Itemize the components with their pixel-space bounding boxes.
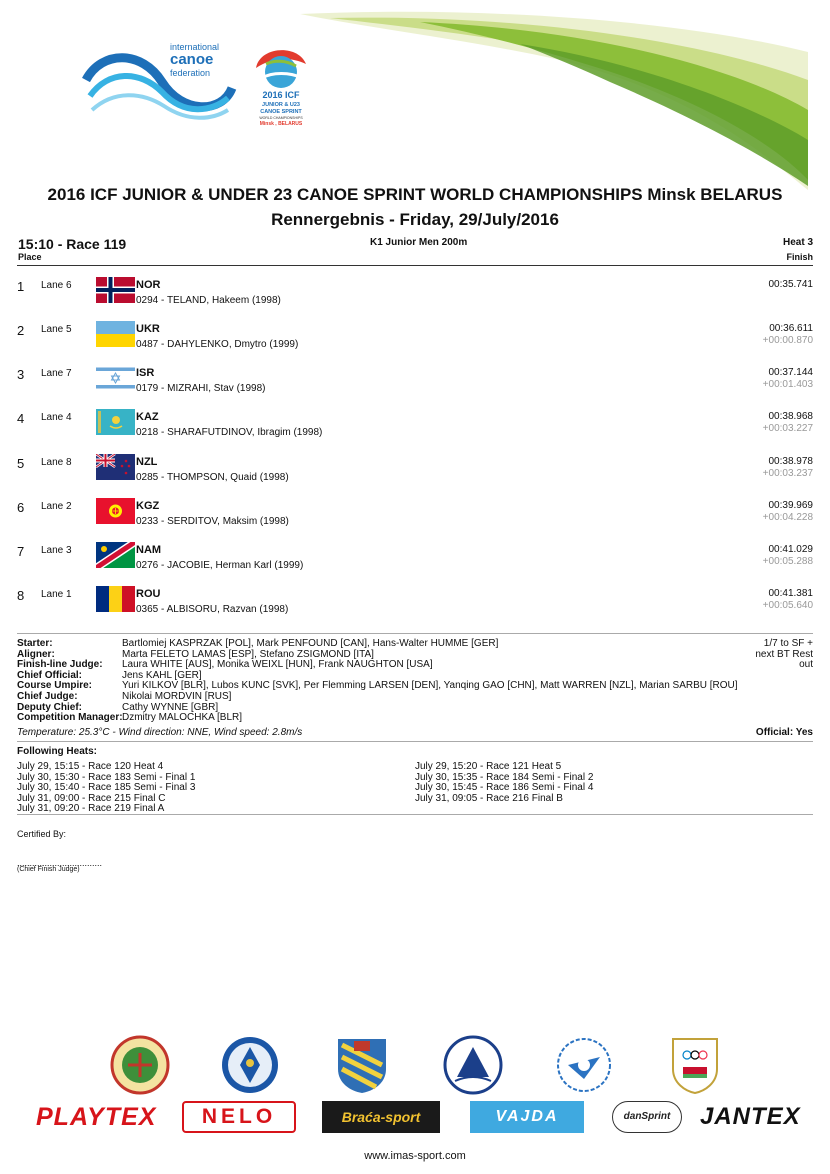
athlete-name: 0233 - SERDITOV, Maksim (1998) [136,516,289,527]
race-time: 15:10 - Race 119 [18,236,127,252]
sponsor-dansprint: danSprint [612,1101,682,1133]
weather-info: Temperature: 25.3°C - Wind direction: NNE, Wind speed: 2.8m/s [17,727,303,738]
finish-time: 00:39.969 [768,500,813,511]
place-number: 4 [17,411,25,426]
athlete-name: 0487 - DAHYLENKO, Dmytro (1999) [136,339,299,350]
flag-nam-icon [96,542,135,568]
following-heat-item: July 29, 15:20 - Race 121 Heat 5 [415,761,562,772]
event-logo-text-3: CANOE SPRINT [260,109,302,115]
city-coat-of-arms-icon [220,1035,280,1095]
time-behind: +00:05.640 [762,600,813,611]
following-heat-item: July 30, 15:45 - Race 186 Semi - Final 4 [415,782,594,794]
official-row [17,692,738,703]
time-behind: +00:03.227 [762,423,813,434]
following-heats-right [415,762,593,804]
icf-logo-text-1: international [170,42,220,52]
heats-divider [17,814,813,815]
sports-club-emblem-icon [554,1035,614,1095]
nation-code: NAM [136,544,162,556]
official-names: Cathy WYNNE [GBR] [122,701,219,713]
finish-time: 00:41.029 [768,544,813,555]
nation-code: KGZ [136,500,160,512]
official-role: Chief Judge: [17,690,78,702]
place-number: 3 [17,367,25,382]
official-names: Jens KAHL [GER] [122,669,202,681]
event-logo-text-4: WORLD CHAMPIONSHIPS [259,116,303,120]
association-emblem-icon [443,1035,503,1095]
icf-logo-text-2: canoe [170,51,214,68]
lane-label: Lane 8 [41,457,72,468]
nation-code: KAZ [136,411,159,423]
officials-list [17,639,738,724]
official-role: Starter: [17,638,53,649]
document-title: 2016 ICF JUNIOR & UNDER 23 CANOE SPRINT WORLD CHAMPIONSHIPS Minsk BELARUS [47,185,783,204]
results-divider [17,633,813,634]
official-names: Nikolai MORDVIN [RUS] [122,690,232,702]
athlete-name: 0179 - MIZRAHI, Stav (1998) [136,383,266,394]
flag-isr-icon [96,365,135,391]
finish-time: 00:38.978 [768,456,813,467]
finish-time: 00:36.611 [769,323,813,334]
flag-nzl-icon [96,454,135,480]
flag-nor-icon [96,277,135,303]
following-heat-item: July 31, 09:00 - Race 215 Final C [17,792,166,804]
finish-time: 00:41.381 [768,588,813,599]
following-heat-item: July 31, 09:05 - Race 216 Final B [415,792,563,804]
lane-label: Lane 7 [41,368,72,379]
lane-label: Lane 5 [41,324,72,335]
athlete-name: 0285 - THOMPSON, Quaid (1998) [136,472,289,483]
lane-label: Lane 2 [41,501,72,512]
nation-code: NOR [136,279,161,291]
icf-logo-text-3: federation [170,68,211,78]
signature-role: (Chief Finish Judge) [17,866,80,873]
official-role: Finish-line Judge: [17,659,103,671]
official-row [17,713,738,724]
official-role: Competition Manager: [17,712,123,724]
athlete-name: 0276 - JACOBIE, Herman Karl (1999) [136,560,304,571]
sponsor-nelo: NELO [182,1101,296,1133]
website-url: www.imas-sport.com [364,1150,466,1162]
event-name: K1 Junior Men 200m [370,237,468,248]
official-role: Deputy Chief: [17,701,82,713]
flag-kaz-icon [96,409,135,435]
official-names: Dzmitry MALOCHKA [BLR] [122,712,243,724]
place-number: 7 [17,544,25,559]
event-logo [250,42,312,128]
official-names: Yuri KILKOV [BLR], Lubos KUNC [SVK], Per Flemming LARSEN [DEN], Yanqing GAO [CHN], Matt WARREN [NZL], Marian SARBU [ROU] [122,680,738,692]
place-number: 2 [17,323,25,338]
flag-kgz-icon [96,498,135,524]
event-logo-text-1: 2016 ICF [262,90,300,100]
qualification-line: out [799,659,813,671]
lane-label: Lane 1 [41,589,72,600]
result-row [0,454,830,494]
federation-emblem-icon [110,1035,170,1095]
place-number: 1 [17,279,25,294]
finish-time: 00:35.741 [768,279,813,290]
event-logo-text-5: Minsk , BELARUS [259,121,303,127]
result-row [0,277,830,317]
sponsor-jantex: JANTEX [700,1103,801,1130]
place-number: 5 [17,456,25,471]
finish-time: 00:37.144 [768,367,813,378]
sponsor-playtex: PLAYTEX [36,1103,157,1131]
heat-label: Heat 3 [782,237,813,248]
following-heats-title: Following Heats: [17,746,97,757]
document-subtitle: Rennergebnis - Friday, 29/July/2016 [271,210,559,229]
event-logo-text-2: JUNIOR & U23 [262,102,300,108]
following-heat-item: July 30, 15:35 - Race 184 Semi - Final 2 [415,771,594,783]
weather-divider [17,741,813,742]
official-role: Chief Official: [17,669,83,681]
official-row [17,639,738,650]
flag-ukr-icon [96,321,135,347]
official-names: Laura WHITE [AUS], Monika WEIXL [HUN], Frank NAUGHTON [USA] [122,659,433,671]
nation-code: ISR [136,367,155,379]
lane-label: Lane 4 [41,412,72,423]
time-behind: +00:05.288 [762,556,813,567]
place-number: 8 [17,588,25,603]
athlete-name: 0218 - SHARAFUTDINOV, Ibragim (1998) [136,427,323,438]
qualification-line: 1/7 to SF + [763,638,813,649]
result-row [0,409,830,449]
following-heat-item: July 31, 09:20 - Race 219 Final A [17,803,165,815]
lane-label: Lane 3 [41,545,72,556]
flag-rou-icon [96,586,135,612]
official-status: Official: Yes [755,727,813,738]
athlete-name: 0294 - TELAND, Hakeem (1998) [136,295,281,306]
time-behind: +00:03.237 [762,468,813,479]
following-heats-left [17,762,195,815]
result-row [0,321,830,361]
time-behind: +00:04.228 [762,512,813,523]
lane-label: Lane 6 [41,280,72,291]
following-heat-item: July 30, 15:30 - Race 183 Semi - Final 1 [17,771,196,783]
header-divider [17,265,813,266]
official-names: Marta FELETO LAMAS [ESP], Stefano ZSIGMOND [ITA] [122,648,374,660]
time-behind: +00:01.403 [762,379,813,390]
result-row [0,498,830,538]
sponsor-braca-sport: Braća-sport [322,1101,440,1133]
result-row [0,542,830,582]
following-heat-item: July 30, 15:40 - Race 185 Semi - Final 3 [17,782,196,794]
finish-time: 00:38.968 [768,411,813,422]
icf-logo [82,40,242,130]
olympic-committee-emblem-icon [665,1035,725,1095]
following-heat-item: July 29, 15:15 - Race 120 Heat 4 [17,761,164,772]
official-role: Aligner: [17,648,55,660]
official-role: Course Umpire: [17,680,93,692]
signature-line: .................................. [17,858,103,868]
athlete-name: 0365 - ALBISORU, Razvan (1998) [136,604,289,615]
place-column-header: Place [18,252,42,262]
result-row [0,365,830,405]
place-number: 6 [17,500,25,515]
sponsor-vajda: VAJDA [470,1101,584,1133]
region-shield-icon [332,1035,392,1095]
official-names: Bartlomiej KASPRZAK [POL], Mark PENFOUND [CAN], Hans-Walter HUMME [GER] [122,638,499,649]
qualification-line: next BT Rest [755,648,813,660]
time-behind: +00:00.870 [762,335,813,346]
nation-code: ROU [136,588,161,600]
result-row [0,586,830,626]
finish-column-header: Finish [786,252,813,262]
qualification-rules [755,639,813,671]
nation-code: NZL [136,456,158,468]
certified-by-label: Certified By: [17,829,67,839]
nation-code: UKR [136,323,160,335]
